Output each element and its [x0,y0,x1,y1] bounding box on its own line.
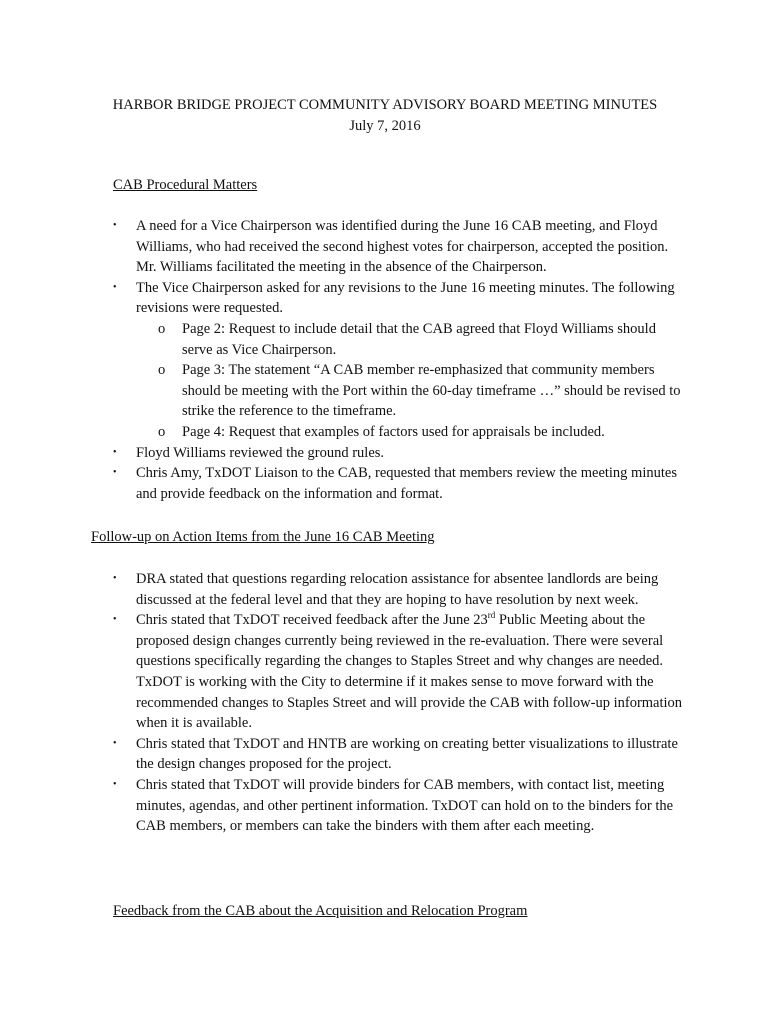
list-item-text: Chris stated that TxDOT will provide binders for CAB members, with contact list, meeting minutes, agendas, and other pertinent information. TxDOT can hold on to the binders for the CAB members, or members can take the binders with them after each meeting. [136,776,674,835]
sub-list-item-text: Page 3: The statement “A CAB member re-emphasized that community members should be meeting with the Port within the 60-day timeframe …” should be revised to strike the reference to the timeframe. [182,362,681,420]
sub-bullet-symbol: o [158,320,166,337]
bullet-symbol: • [113,778,117,790]
title-text: HARBOR BRIDGE PROJECT COMMUNITY ADVISORY BOARD MEETING MINUTES [112,97,658,113]
follow-up-list [113,569,684,837]
list-item-text-start: Chris stated that TxDOT received feedback after the June 23 [136,612,488,629]
bullet-symbol: • [113,614,117,626]
list-item-text: Floyd Williams reviewed the ground rules. [136,444,385,461]
sub-list-item-text: Page 2: Request to include detail that the CAB agreed that Floyd Williams should serve as Vice Chairperson. [182,320,656,358]
section-heading-feedback: Feedback from the CAB about the Acquisition and Relocation Program [113,903,528,919]
section-heading-follow-up: Follow-up on Action Items from the June 16 CAB Meeting [91,529,435,545]
list-item [113,443,684,464]
bullet-symbol: • [113,467,117,479]
sub-list-item [136,422,684,443]
section-heading-procedural-matters: CAB Procedural Matters [113,177,258,193]
sub-list-item-text: Page 4: Request that examples of factors used for appraisals be included. [182,423,605,440]
list-item-text: A need for a Vice Chairperson was identified during the June 16 CAB meeting, and Floyd Williams, who had received the second highest votes for chairperson, accepted the position. Mr. Williams facilitated the meeting in the absence of the Chairperson. [136,218,669,276]
bullet-symbol: • [113,737,117,749]
list-item [113,463,684,504]
document-title [0,95,770,115]
sub-bullet-symbol: o [158,362,166,379]
list-item-text: Chris stated that TxDOT and HNTB are working on creating better visualizations to illustrate the design changes proposed for the project. [136,735,678,773]
ordinal-superscript: rd [487,610,496,621]
bullet-symbol: • [113,573,117,584]
sub-list-item [136,319,684,360]
bullet-symbol: • [113,446,117,458]
list-item-text: The Vice Chairperson asked for any revisions to the June 16 meeting minutes. The following revisions were requested. [136,279,675,317]
list-item [113,734,684,775]
sub-list-item [136,360,684,422]
list-item [113,775,684,837]
document-date: July 7, 2016 [349,118,421,134]
sub-bullet-symbol: o [158,423,166,440]
revisions-sublist [136,319,684,443]
bullet-symbol: • [113,220,117,231]
list-item [113,569,684,610]
procedural-matters-list [113,216,684,504]
bullet-symbol: • [113,281,117,293]
list-item-text-end: Public Meeting about the proposed design changes currently being reviewed in the re-evaluation. There were several questions specifically regarding the changes to Staples Street and why changes are needed. TxDOT is working with the City to determine if it makes sense to move forward with the recommended changes to Staples Street and will provide the CAB with follow-up information when it is available. [136,612,683,732]
list-item [113,278,684,443]
list-item-text: DRA stated that questions regarding relocation assistance for absentee landlords are being discussed at the federal level and that they are hoping to have resolution by next week. [136,571,659,608]
list-item-text: Chris Amy, TxDOT Liaison to the CAB, requested that members review the meeting minutes and provide feedback on the information and format. [136,465,677,502]
list-item [113,610,684,734]
list-item [113,216,684,278]
